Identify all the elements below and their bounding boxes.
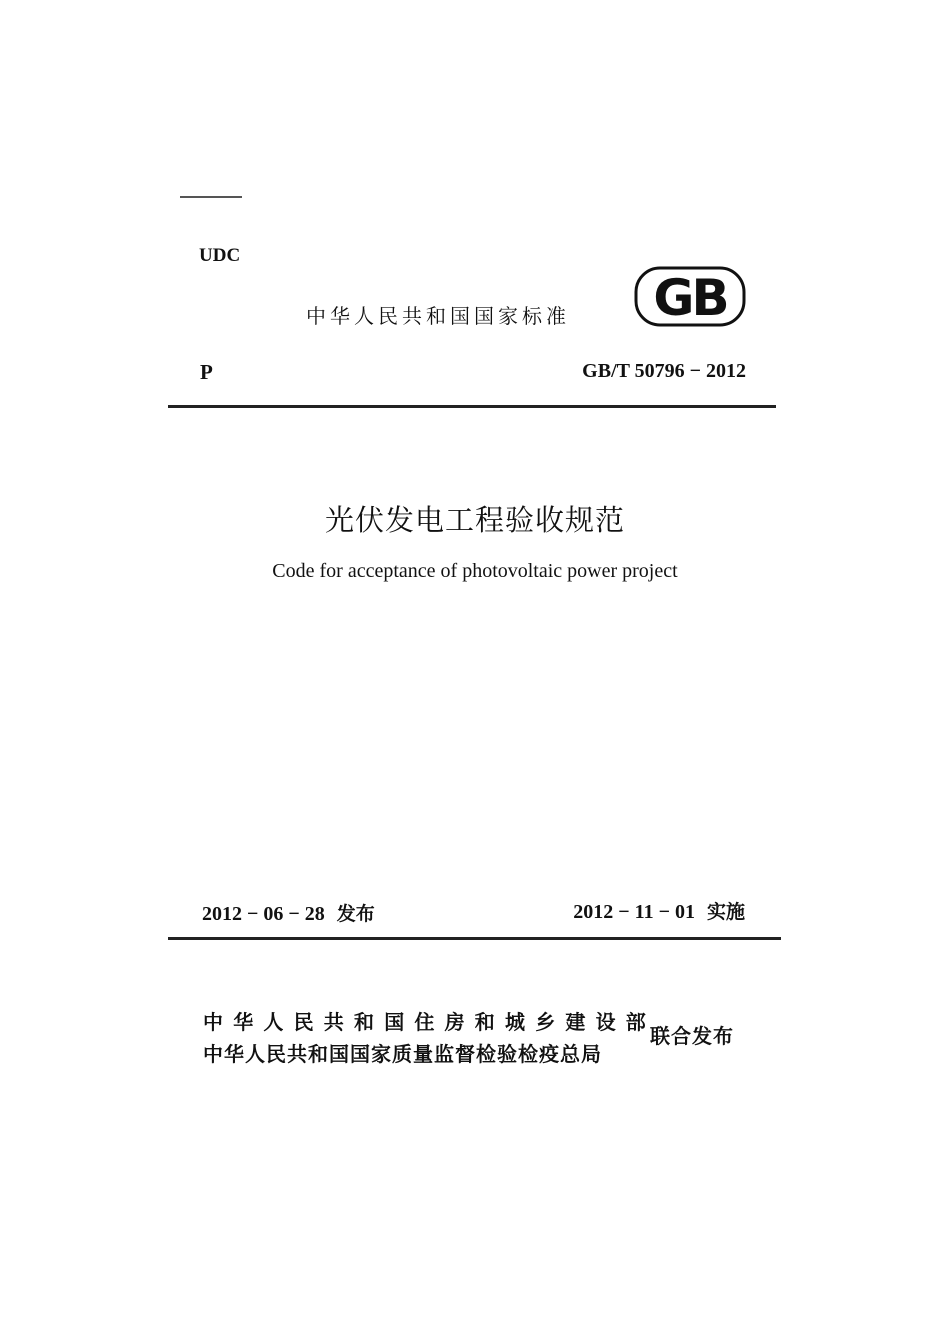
udc-label: UDC xyxy=(199,245,241,266)
standard-name: 中华人民共和国国家标准 xyxy=(306,304,570,328)
issue-label: 发布 xyxy=(336,903,375,925)
implement-date-block xyxy=(573,897,745,924)
publisher-ministry: 中华人民共和国住房和城乡建设部 xyxy=(203,1010,656,1034)
category-label: P xyxy=(200,360,213,384)
issue-date-block xyxy=(202,899,375,926)
implement-label: 实施 xyxy=(706,901,745,923)
title-english: Code for acceptance of photovoltaic power project xyxy=(272,560,678,582)
gb-logo-icon xyxy=(634,265,746,327)
issue-date: 2012 − 06 − 28 xyxy=(202,903,325,925)
implement-date: 2012 − 11 − 01 xyxy=(573,901,695,923)
top-rule xyxy=(180,196,242,198)
title-chinese: 光伏发电工程验收规范 xyxy=(324,503,625,537)
joint-publish-label: 联合发布 xyxy=(650,1024,734,1048)
gb-logo-text: GB xyxy=(653,269,727,327)
publisher-aqsiq: 中华人民共和国国家质量监督检验检疫总局 xyxy=(203,1042,602,1066)
header-divider xyxy=(168,405,776,408)
footer-divider xyxy=(168,937,781,940)
standard-code: GB/T 50796 − 2012 xyxy=(582,360,746,382)
